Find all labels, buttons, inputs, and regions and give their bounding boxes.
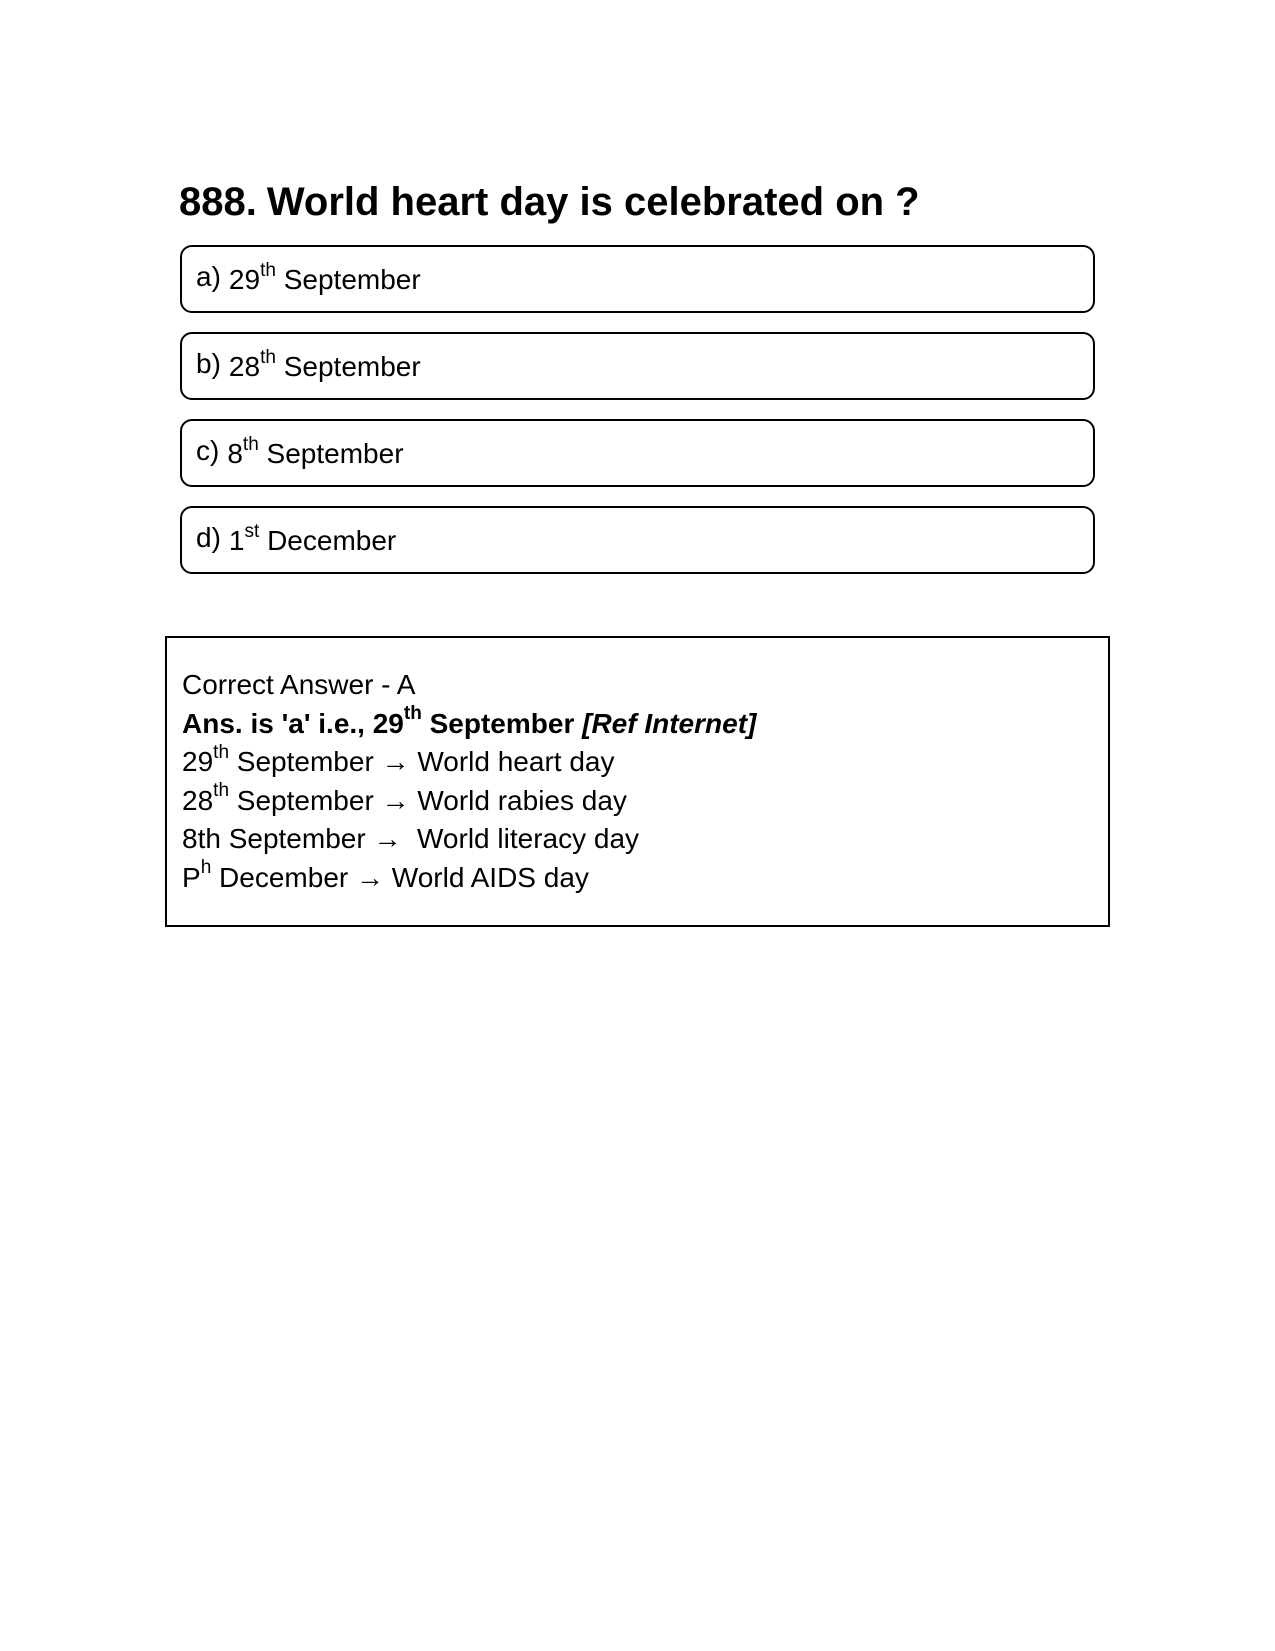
fact-pre: 28 — [182, 784, 214, 816]
fact-post: September → World heart day — [229, 746, 615, 777]
fact-pre: P — [182, 861, 201, 893]
option-suffix: th — [260, 346, 276, 368]
option-a[interactable] — [180, 245, 1095, 313]
explanation-middle: September — [421, 707, 583, 739]
option-c[interactable] — [180, 419, 1095, 487]
option-number: 28 — [228, 351, 261, 382]
fact-line — [182, 820, 1108, 859]
explanation-prefix: Ans. is 'a' i.e., 29 — [182, 707, 404, 739]
option-letter: c) — [196, 435, 220, 466]
explanation-reference: [Ref Internet] — [582, 707, 757, 739]
option-text: December — [259, 525, 397, 556]
option-text: September — [258, 438, 404, 469]
answer-box — [165, 636, 1110, 927]
option-d[interactable] — [180, 506, 1095, 574]
option-letter: a) — [196, 261, 221, 292]
option-number: 1 — [228, 525, 245, 556]
fact-post: December → World AIDS day — [211, 861, 589, 893]
option-b[interactable] — [180, 332, 1095, 400]
option-text: September — [275, 264, 421, 295]
answer-explanation — [182, 705, 1108, 744]
question-number: 888. — [179, 180, 257, 224]
option-text: September — [275, 351, 421, 382]
fact-line — [182, 859, 1108, 898]
question-text: World heart day is celebrated on ? — [266, 180, 920, 224]
fact-post: September → World rabies day — [229, 784, 627, 816]
fact-sup: th — [213, 741, 230, 763]
fact-pre: 8th September → World literacy day — [182, 823, 640, 854]
fact-pre: 29 — [182, 746, 214, 777]
option-number: 29 — [228, 264, 261, 295]
explanation-suffix: th — [403, 703, 422, 725]
fact-sup: th — [213, 780, 230, 802]
correct-answer: Correct Answer - A — [182, 669, 416, 700]
option-suffix: th — [242, 433, 259, 455]
option-suffix: th — [260, 259, 276, 281]
fact-sup: h — [200, 857, 212, 879]
fact-line — [182, 782, 1108, 821]
option-letter: b) — [196, 348, 221, 379]
option-suffix: st — [244, 520, 260, 542]
option-letter: d) — [196, 522, 221, 553]
option-number: 8 — [227, 438, 243, 469]
fact-line — [182, 743, 1108, 782]
question-heading — [179, 178, 920, 226]
